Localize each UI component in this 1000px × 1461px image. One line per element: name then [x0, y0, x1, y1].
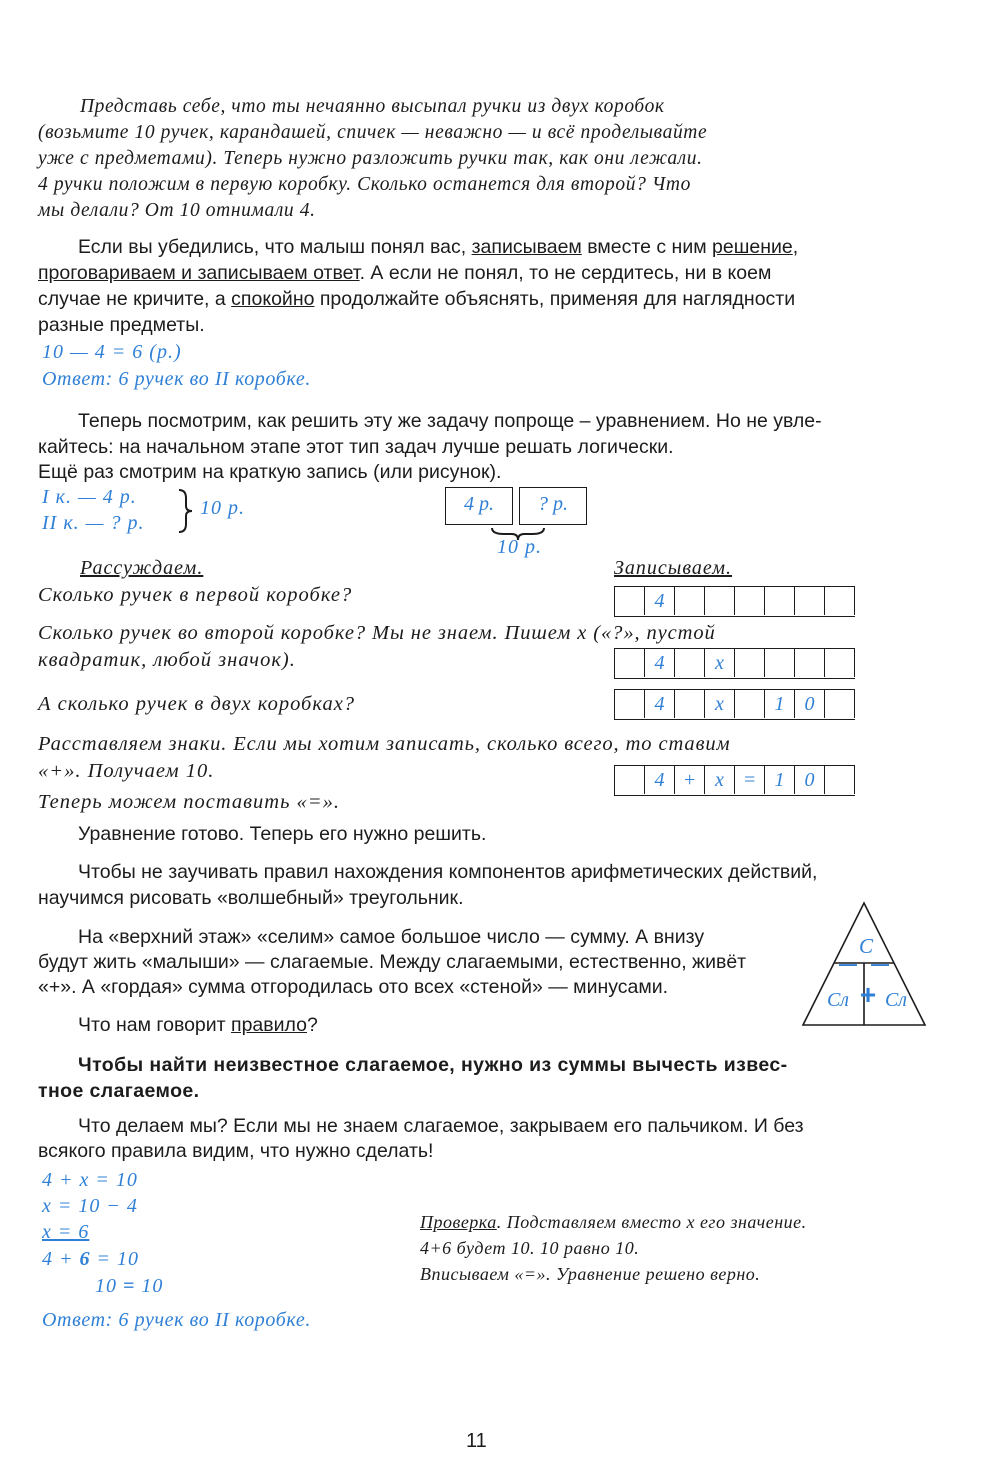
grid-cell: 4 [645, 649, 675, 677]
diagram-box-first: 4 р. [445, 487, 513, 525]
check-line-2: 4+6 будет 10. 10 равно 10. [420, 1238, 640, 1258]
record-grid-1 [614, 586, 855, 617]
reasoning-right-header: Записываем. [614, 557, 733, 579]
equation-intro-line-1: Теперь посмотрим, как решить эту же задачу попроще – уравнением. Но не увле- [78, 410, 822, 432]
grid-cell: 0 [795, 766, 825, 794]
advice-underlined-solution: решение [712, 236, 793, 258]
grid-cell: х [705, 766, 735, 794]
reasoning-q2-line-1: Сколько ручек во второй коробке? Мы не знаем. Пишем х («?», пустой [38, 622, 716, 644]
grid-cell [675, 649, 705, 677]
check-text: 4 + [42, 1248, 74, 1270]
advice-text: вместе с ним [587, 236, 707, 258]
finger-line-2: всякого правила видим, что нужно сделать! [38, 1140, 434, 1162]
rule-question-text: Что нам говорит [78, 1014, 226, 1036]
rule-question-underlined: правило [231, 1014, 307, 1036]
reasoning-q4-line-2: «+». Получаем 10. [38, 760, 215, 782]
grid-cell: х [705, 649, 735, 677]
grid-cell [735, 587, 765, 615]
reasoning-q3: А сколько ручек в двух коробках? [38, 693, 356, 715]
reasoning-q2-line-2: квадратик, любой значок). [38, 649, 296, 671]
advice-underlined-calm: спокойно [231, 288, 315, 310]
solution1-answer: Ответ: 6 ручек во II коробке. [42, 368, 311, 390]
grid-cell: = [735, 766, 765, 794]
check-substituted-value: 6 [79, 1248, 91, 1270]
diagram-box-second: ? р. [519, 487, 587, 525]
grid-cell [825, 690, 855, 718]
grid-cell [795, 587, 825, 615]
check-result-equals: = [123, 1275, 136, 1297]
grid-cell [675, 690, 705, 718]
record-grid-2 [614, 648, 855, 679]
grid-cell [735, 649, 765, 677]
grid-cell [615, 690, 645, 718]
advice-underlined-write: записываем [471, 236, 582, 258]
rule-question [78, 1014, 318, 1037]
triangle-desc-line-2: будут жить «малыши» — слагаемые. Между слагаемыми, естественно, живёт [38, 951, 747, 973]
intro-line-2: (возьмите 10 ручек, карандашей, спичек — неважно — и всё проделывайте [38, 122, 708, 143]
grid-cell: + [675, 766, 705, 794]
intro-paragraph [38, 94, 920, 224]
advice-line-2 [38, 262, 771, 285]
equation-ready: Уравнение готово. Теперь его нужно решить. [78, 823, 487, 845]
reasoning-q4-line-1: Расставляем знаки. Если мы хотим записать, сколько всего, то ставим [38, 733, 731, 755]
check-result-right: 10 [141, 1275, 164, 1297]
grid-cell: х [705, 690, 735, 718]
grid-cell [765, 587, 795, 615]
intro-line-5: мы делали? От 10 отнимали 4. [38, 200, 316, 221]
advice-line-1 [78, 236, 798, 259]
check-line-1 [420, 1212, 807, 1233]
grid-cell [675, 587, 705, 615]
advice-line-3 [38, 288, 795, 311]
grid-cell [615, 587, 645, 615]
grid-cell: 0 [795, 690, 825, 718]
advice-underlined-answer: проговариваем и записываем ответ [38, 262, 360, 284]
short-record-row-2: II к. — ? р. [42, 512, 145, 534]
grid-cell [825, 587, 855, 615]
advice-text: продолжайте объяснять, применяя для наглядности [319, 288, 796, 310]
grid-cell [825, 649, 855, 677]
triangle-addend-left: Сл [826, 989, 850, 1011]
solution2-check-line [42, 1248, 139, 1271]
grid-cell [735, 690, 765, 718]
magic-triangle [800, 900, 928, 1028]
advice-comma: , [792, 236, 799, 258]
equation-intro-line-3: Ещё раз смотрим на краткую запись (или рисунок). [38, 461, 502, 483]
triangle-intro-line-2: научимся рисовать «волшебный» треугольник. [38, 887, 464, 909]
triangle-intro-line-1: Чтобы не заучивать правил нахождения компонентов арифметических действий, [78, 861, 818, 883]
solution1-equation: 10 — 4 = 6 (р.) [42, 341, 182, 363]
diagram-total-label: 10 р. [497, 536, 542, 558]
triangle-desc-line-1: На «верхний этаж» «селим» самое большое число — сумму. А внизу [78, 926, 705, 948]
intro-line-3: уже с предметами). Теперь нужно разложить ручки так, как они лежали. [38, 148, 703, 169]
grid-cell: 1 [765, 766, 795, 794]
grid-cell [765, 649, 795, 677]
solution2-step-2: х = 10 − 4 [42, 1195, 138, 1217]
finger-line-1: Что делаем мы? Если мы не знаем слагаемое, закрываем его пальчиком. И без [78, 1115, 804, 1137]
triangle-minus-right: — [871, 954, 889, 974]
grid-cell [615, 766, 645, 794]
solution2-step-1: 4 + х = 10 [42, 1169, 138, 1191]
rule-question-mark: ? [306, 1014, 318, 1036]
rule-line-1: Чтобы найти неизвестное слагаемое, нужно из суммы вычесть извес- [78, 1054, 788, 1076]
reasoning-q1: Сколько ручек в первой коробке? [38, 584, 353, 606]
solution2-check-result [95, 1275, 163, 1298]
advice-text: случае не кричите, а [38, 288, 226, 310]
reasoning-left-header: Рассуждаем. [80, 557, 204, 579]
equation-intro-line-2: кайтесь: на начальном этапе этот тип задач лучше решать логически. [38, 436, 674, 458]
reasoning-q5: Теперь можем поставить «=». [38, 791, 340, 813]
curly-brace-icon [176, 488, 196, 534]
grid-cell [795, 649, 825, 677]
record-grid-4 [614, 765, 855, 796]
intro-line-1: Представь себе, что ты нечаянно высыпал ручки из двух коробок [80, 96, 665, 117]
solution2-step-3: х = 6 [42, 1221, 90, 1243]
short-record-row-1: I к. — 4 р. [42, 486, 137, 508]
grid-cell [615, 649, 645, 677]
solution2-answer: Ответ: 6 ручек во II коробке. [42, 1309, 311, 1331]
check-result-left: 10 [95, 1275, 117, 1297]
advice-text: Если вы убедились, что малыш понял вас, [78, 236, 467, 258]
rule-line-2: тное слагаемое. [38, 1080, 200, 1102]
triangle-desc-line-3: «+». А «гордая» сумма отгородилась ото всех «стеной» — минусами. [38, 976, 669, 998]
page-number: 11 [466, 1430, 487, 1452]
triangle-minus-left: — [839, 954, 857, 974]
intro-line-4: 4 ручки положим в первую коробку. Сколько останется для второй? Что [38, 174, 691, 195]
grid-cell: 4 [645, 587, 675, 615]
advice-text: . А если не понял, то не сердитесь, ни в коем [359, 262, 772, 284]
grid-cell: 1 [765, 690, 795, 718]
check-text: . Подставляем вместо х его значение. [496, 1212, 807, 1232]
check-line-3: Вписываем «=». Уравнение решено верно. [420, 1264, 761, 1284]
grid-cell [705, 587, 735, 615]
grid-cell [825, 766, 855, 794]
triangle-plus: + [859, 979, 877, 1010]
check-label: Проверка [420, 1212, 497, 1232]
triangle-sum-label: С [858, 934, 874, 958]
short-record-total: 10 р. [200, 497, 245, 519]
triangle-addend-right: Сл [884, 989, 908, 1011]
advice-line-4: разные предметы. [38, 314, 205, 336]
grid-cell: 4 [645, 766, 675, 794]
check-text: = 10 [96, 1248, 139, 1270]
grid-cell: 4 [645, 690, 675, 718]
record-grid-3 [614, 689, 855, 720]
